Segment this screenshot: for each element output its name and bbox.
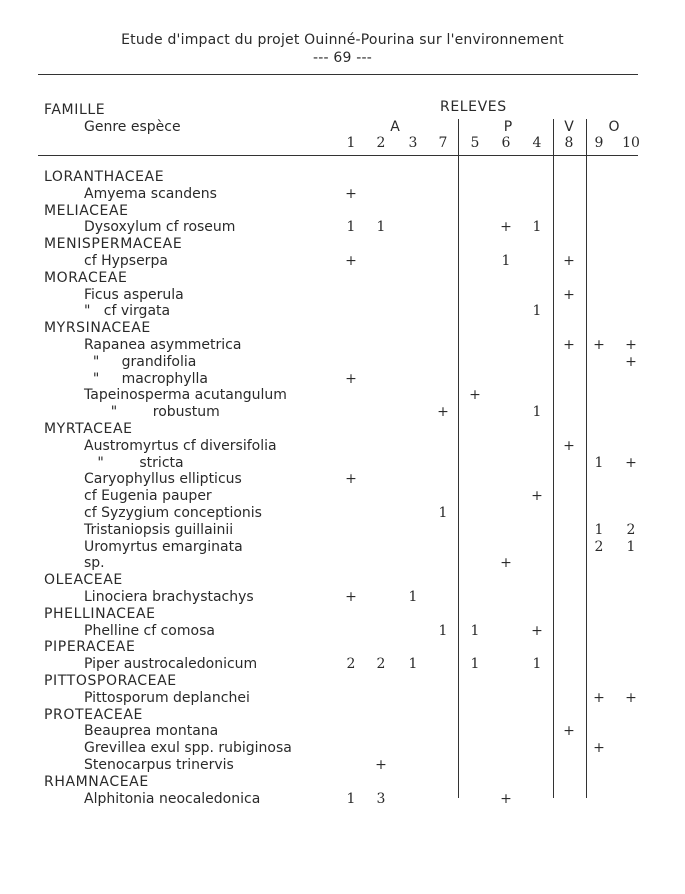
abundance-cell: 1 bbox=[346, 790, 356, 807]
species-name: cf Syzygium conceptionis bbox=[84, 505, 262, 521]
species-name: cf Eugenia pauper bbox=[84, 488, 212, 505]
abundance-cell: + bbox=[345, 253, 357, 269]
column-header-8: 8 bbox=[564, 135, 574, 151]
abundance-cell: + bbox=[593, 689, 605, 706]
abundance-cell: + bbox=[625, 353, 637, 370]
species-name: Tristaniopsis guillainii bbox=[84, 521, 234, 538]
abundance-cell: + bbox=[563, 286, 575, 303]
abundance-cell: + bbox=[437, 404, 449, 421]
species-name: " cf virgata bbox=[84, 303, 171, 320]
abundance-cell: 1 bbox=[532, 219, 542, 236]
abundance-cell: 1 bbox=[438, 622, 448, 639]
family-name: PITTOSPORACEAE bbox=[44, 673, 177, 689]
column-header-4: 4 bbox=[532, 135, 542, 151]
species-name: Amyema scandens bbox=[84, 185, 217, 202]
species-name: Alphitonia neocaledonica bbox=[84, 790, 261, 807]
family-name: RHAMNACEAE bbox=[44, 773, 149, 790]
group-label-a: A bbox=[390, 119, 400, 135]
abundance-cell: 1 bbox=[470, 656, 480, 673]
species-name: sp. bbox=[84, 555, 105, 572]
species-name: Grevillea exul spp. rubiginosa bbox=[84, 740, 292, 757]
header-rule bbox=[38, 74, 638, 75]
divider-a-p bbox=[458, 119, 459, 798]
abundance-cell: + bbox=[563, 253, 575, 269]
genre-espece-label: Genre espèce bbox=[84, 119, 181, 135]
family-name: PIPERACEAE bbox=[44, 639, 136, 656]
column-header-10: 10 bbox=[622, 135, 640, 151]
column-header-6: 6 bbox=[501, 135, 511, 151]
species-name: Ficus asperula bbox=[84, 286, 184, 303]
abundance-cell: 2 bbox=[626, 521, 636, 538]
abundance-cell: + bbox=[593, 337, 605, 353]
family-name: MYRTACEAE bbox=[44, 421, 133, 437]
abundance-cell: 1 bbox=[532, 303, 542, 320]
family-name: MYRSINACEAE bbox=[44, 320, 151, 337]
abundance-cell: + bbox=[500, 790, 512, 807]
family-name: PHELLINACEAE bbox=[44, 605, 156, 622]
famille-label: FAMILLE bbox=[44, 102, 106, 118]
species-name: Pittosporum deplanchei bbox=[84, 689, 250, 706]
abundance-cell: 2 bbox=[346, 656, 356, 673]
family-name: OLEACEAE bbox=[44, 572, 123, 589]
abundance-cell: 3 bbox=[376, 790, 386, 807]
abundance-cell: 2 bbox=[594, 538, 604, 555]
family-name: LORANTHACEAE bbox=[44, 169, 165, 185]
column-header-7: 7 bbox=[438, 135, 448, 151]
group-label-p: P bbox=[503, 119, 513, 135]
abundance-cell: 1 bbox=[532, 404, 542, 421]
abundance-cell: + bbox=[345, 471, 357, 488]
abundance-cell: + bbox=[531, 488, 543, 505]
species-name: Dysoxylum cf roseum bbox=[84, 219, 236, 236]
document-title: Etude d'impact du projet Ouinné-Pourina sur l'environnement bbox=[121, 32, 564, 48]
column-header-9: 9 bbox=[594, 135, 604, 151]
species-name: Tapeinosperma acutangulum bbox=[84, 387, 287, 404]
abundance-cell: 1 bbox=[408, 656, 418, 673]
abundance-cell: + bbox=[625, 454, 637, 471]
species-name: Caryophyllus ellipticus bbox=[84, 471, 242, 488]
abundance-cell: + bbox=[375, 757, 387, 773]
family-name: MENISPERMACEAE bbox=[44, 236, 183, 253]
abundance-cell: 1 bbox=[408, 589, 418, 605]
page-number: --- 69 --- bbox=[312, 50, 373, 66]
species-name: " stricta bbox=[84, 454, 184, 471]
species-name: " grandifolia bbox=[84, 353, 197, 370]
abundance-cell: 1 bbox=[438, 505, 448, 521]
species-name: Piper austrocaledonicum bbox=[84, 656, 258, 673]
abundance-cell: 1 bbox=[376, 219, 386, 236]
species-name: " robustum bbox=[84, 404, 220, 421]
abundance-cell: 1 bbox=[532, 656, 542, 673]
abundance-cell: + bbox=[593, 740, 605, 757]
species-name: " macrophylla bbox=[84, 370, 208, 387]
abundance-cell: + bbox=[345, 185, 357, 202]
abundance-cell: + bbox=[500, 219, 512, 236]
abundance-cell: + bbox=[469, 387, 481, 404]
family-name: PROTEACEAE bbox=[44, 706, 143, 723]
abundance-cell: + bbox=[563, 723, 575, 740]
column-header-2: 2 bbox=[376, 135, 386, 151]
abundance-cell: 1 bbox=[626, 538, 636, 555]
column-header-5: 5 bbox=[470, 135, 480, 151]
column-header-1: 1 bbox=[346, 135, 356, 151]
abundance-cell: + bbox=[563, 437, 575, 454]
releves-label: RELEVES bbox=[440, 99, 507, 115]
species-name: Phelline cf comosa bbox=[84, 622, 215, 639]
species-name: Beauprea montana bbox=[84, 723, 219, 740]
family-name: MORACEAE bbox=[44, 269, 128, 286]
abundance-cell: + bbox=[625, 337, 637, 353]
abundance-cell: 1 bbox=[470, 622, 480, 639]
column-header-3: 3 bbox=[408, 135, 418, 151]
species-name: cf Hypserpa bbox=[84, 253, 168, 269]
abundance-cell: + bbox=[563, 337, 575, 353]
group-label-v: V bbox=[564, 119, 574, 135]
species-name: Uromyrtus emarginata bbox=[84, 538, 243, 555]
abundance-cell: 1 bbox=[346, 219, 356, 236]
abundance-cell: + bbox=[625, 689, 637, 706]
divider-p-v bbox=[553, 119, 554, 798]
abundance-cell: 1 bbox=[501, 253, 511, 269]
abundance-cell: + bbox=[345, 589, 357, 605]
abundance-cell: + bbox=[345, 370, 357, 387]
species-name: Linociera brachystachys bbox=[84, 589, 254, 605]
species-name: Rapanea asymmetrica bbox=[84, 337, 242, 353]
table-header-rule bbox=[38, 155, 638, 156]
abundance-cell: 2 bbox=[376, 656, 386, 673]
species-name: Austromyrtus cf diversifolia bbox=[84, 437, 277, 454]
species-name: Stenocarpus trinervis bbox=[84, 757, 234, 773]
group-label-o: O bbox=[608, 119, 620, 135]
abundance-cell: + bbox=[500, 555, 512, 572]
abundance-cell: 1 bbox=[594, 521, 604, 538]
abundance-cell: 1 bbox=[594, 454, 604, 471]
family-name: MELIACEAE bbox=[44, 202, 129, 219]
abundance-cell: + bbox=[531, 622, 543, 639]
